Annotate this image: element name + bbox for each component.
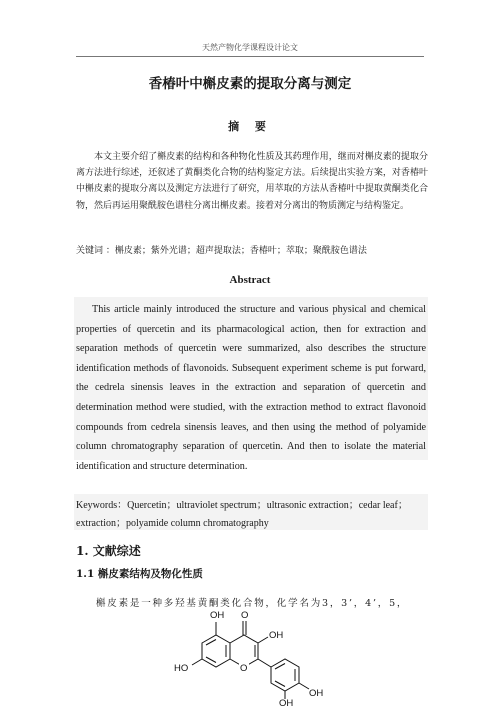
label-oh-c3: OH	[269, 630, 284, 641]
abstract-en-heading: Abstract	[229, 274, 271, 286]
label-oh-c3p: OH	[279, 698, 294, 707]
structure-bonds	[192, 621, 309, 699]
label-oh-c4p: OH	[309, 688, 324, 699]
section-heading: 1. 文献综述	[76, 544, 141, 558]
body-paragraph: 槲皮素是一种多羟基黄酮类化合物，化学名为3，3’，4’，5，	[96, 598, 409, 609]
subsection-heading: 1.1 槲皮素结构及物化性质	[76, 568, 203, 580]
abstract-cn-keywords: 关键词 ：槲皮素；紫外光谱；超声提取法；香椿叶；萃取；聚酰胺色谱法	[76, 246, 367, 256]
label-oh-c5: OH	[210, 610, 225, 621]
label-ring-o: O	[240, 663, 248, 674]
abstract-en-keywords: Keywords：Quercetin；ultraviolet spectrum；ultrasonic extraction；cedar leaf；extraction；polyamide column chromatography	[76, 500, 408, 529]
abstract-cn-body: 本文主要介绍了槲皮素的结构和各种物化性质及其药理作用，继而对槲皮素的提取分离方法进行综述，还叙述了黄酮类化合物的结构鉴定方法。后续提出实验方案，对香椿叶中槲皮素的提取分离以及测定方法进行了研究，用萃取的方法从香椿叶中提取黄酮类化合物，然后再运用聚酰胺色谱柱分离出槲皮素。接着对分离出的物质测定与结构鉴定。	[76, 152, 428, 211]
label-ho-c7: HO	[174, 663, 189, 674]
abstract-en-body: This article mainly introduced the structure and various physical and chemical properties of quercetin and its pharmacological action, then for extraction and separation methods of quercetin were summarized, also describes the structure identification methods of flavonoids. Subsequent experiment scheme is put forward, the cedrela sinensis leaves in the extraction and separation of quercetin and determination method were studied, with the extraction method to extract flavonoid compounds from cedrela sinensis leaves, and then using the method of polyamide column chromatography separation of quercetin. And then to isolate the material identification and structure determination.	[76, 304, 426, 472]
header-rule	[76, 56, 424, 57]
running-header: 天然产物化学课程设计论文	[202, 43, 298, 52]
quercetin-structure	[168, 606, 328, 707]
paper-title: 香椿叶中槲皮素的提取分离与测定	[148, 76, 352, 92]
label-carbonyl-o: O	[241, 610, 249, 621]
abstract-cn-heading: 摘 要	[228, 120, 272, 133]
